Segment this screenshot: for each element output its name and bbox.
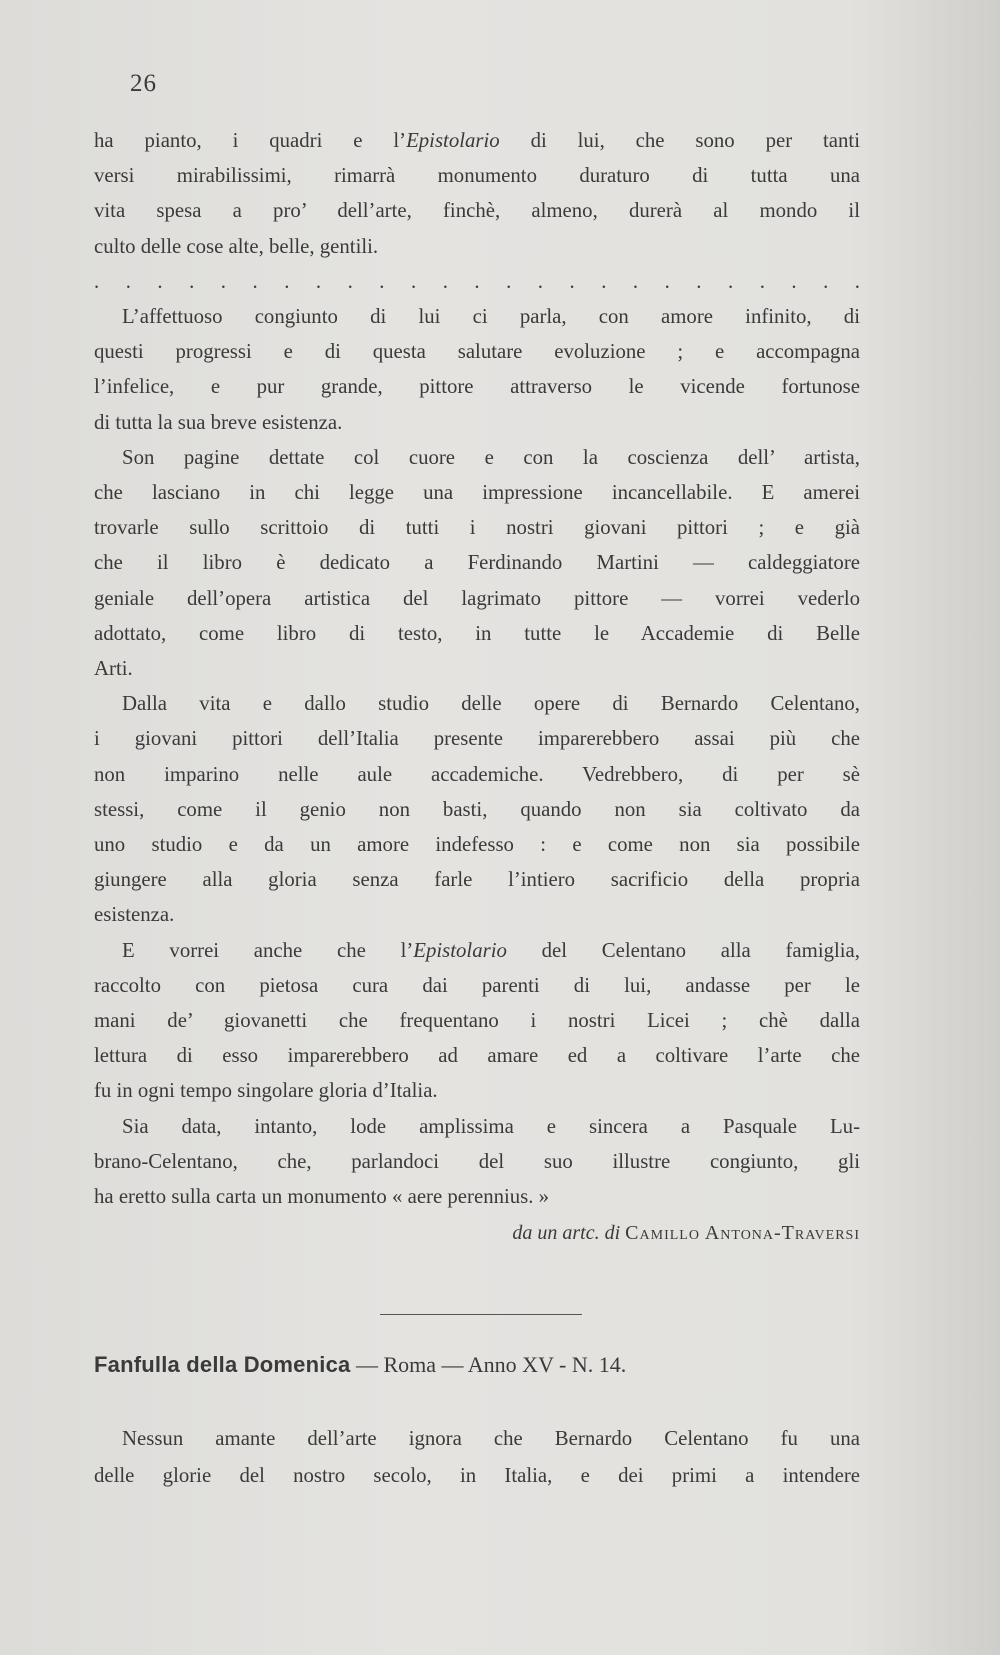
separator-dots: . . . . . . . . . . . . . . . . . . . . . . . . . [94, 269, 860, 293]
text-line: E vorrei anche che l’Epistolario del Celentano alla famiglia, [122, 938, 860, 962]
page-number: 26 [130, 70, 157, 97]
text-line: Sia data, intanto, lode amplissima e sincera a Pasquale Lu- [122, 1114, 860, 1138]
book-title: Epistolario [413, 938, 507, 962]
text-line: esistenza. [94, 903, 175, 927]
text-line: ha eretto sulla carta un monumento « aere perennius. » [94, 1185, 550, 1209]
text-line: fu in ogni tempo singolare gloria d’Italia. [94, 1079, 438, 1103]
text-line: adottato, come libro di testo, in tutte le Accademie di Belle [94, 621, 860, 645]
text-line: versi mirabilissimi, rimarrà monumento duraturo di tutta una [94, 164, 860, 188]
text-line: uno studio e da un amore indefesso : e come non sia possibile [94, 833, 860, 857]
text-line: che lasciano in chi legge una impressione incancellabile. E amerei [94, 481, 860, 505]
text-line: non imparino nelle aule accademiche. Vedrebbero, di per sè [94, 762, 860, 786]
text-line: Son pagine dettate col cuore e con la coscienza dell’ artista, [122, 445, 860, 469]
text-line: vita spesa a pro’ dell’arte, finchè, almeno, durerà al mondo il [94, 199, 860, 223]
text-line: Dalla vita e dallo studio delle opere di Bernardo Celentano, [122, 692, 860, 716]
text-line: lettura di esso imparerebbero ad amare ed a coltivare l’arte che [94, 1044, 860, 1068]
text-line: Nessun amante dell’arte ignora che Bernardo Celentano fu una [122, 1427, 860, 1450]
text-line: trovarle sullo scrittoio di tutti i nostri giovani pittori ; e già [94, 516, 860, 540]
text-line: delle glorie del nostro secolo, in Italia, e dei primi a intendere [94, 1464, 860, 1487]
book-title: Epistolario [406, 129, 500, 152]
text-line: raccolto con pietosa cura dai parenti di lui, andasse per le [94, 973, 860, 997]
newspaper-name: Fanfulla della Domenica [94, 1352, 351, 1377]
signature: da un artc. di Camillo Antona-Traversi [512, 1222, 860, 1245]
text-line: che il libro è dedicato a Ferdinando Martini — caldeggiatore [94, 551, 860, 575]
text-line: l’infelice, e pur grande, pittore attraverso le vicende fortunose [94, 375, 860, 399]
source-heading [94, 1352, 626, 1378]
text-line: giungere alla gloria senza farle l’intiero sacrificio della propria [94, 868, 860, 892]
article-body [94, 123, 860, 1251]
text-line: culto delle cose alte, belle, gentili. [94, 234, 379, 258]
text-line: mani de’ giovanetti che frequentano i nostri Licei ; chè dalla [94, 1009, 860, 1033]
text-line: i giovani pittori dell’Italia presente imparerebbero assai più che [94, 727, 860, 751]
text-line: geniale dell’opera artistica del lagrimato pittore — vorrei vederlo [94, 586, 860, 610]
text-line: Arti. [94, 657, 133, 681]
issue-details: — Roma — Anno XV - N. 14. [350, 1352, 627, 1377]
text-line: stessi, come il genio non basti, quando non sia coltivato da [94, 797, 860, 821]
text-line: L’affettuoso congiunto di lui ci parla, con amore infinito, di [122, 305, 860, 328]
article-body-2 [94, 1420, 860, 1494]
section-divider [380, 1314, 582, 1315]
text-line: questi progressi e di questa salutare evoluzione ; e accompagna [94, 340, 860, 364]
text-line: ha pianto, i quadri e l’Epistolario di lui, che sono per tanti [94, 129, 860, 152]
text-line: brano-Celentano, che, parlandoci del suo illustre congiunto, gli [94, 1149, 860, 1173]
text-line: di tutta la sua breve esistenza. [94, 410, 343, 434]
